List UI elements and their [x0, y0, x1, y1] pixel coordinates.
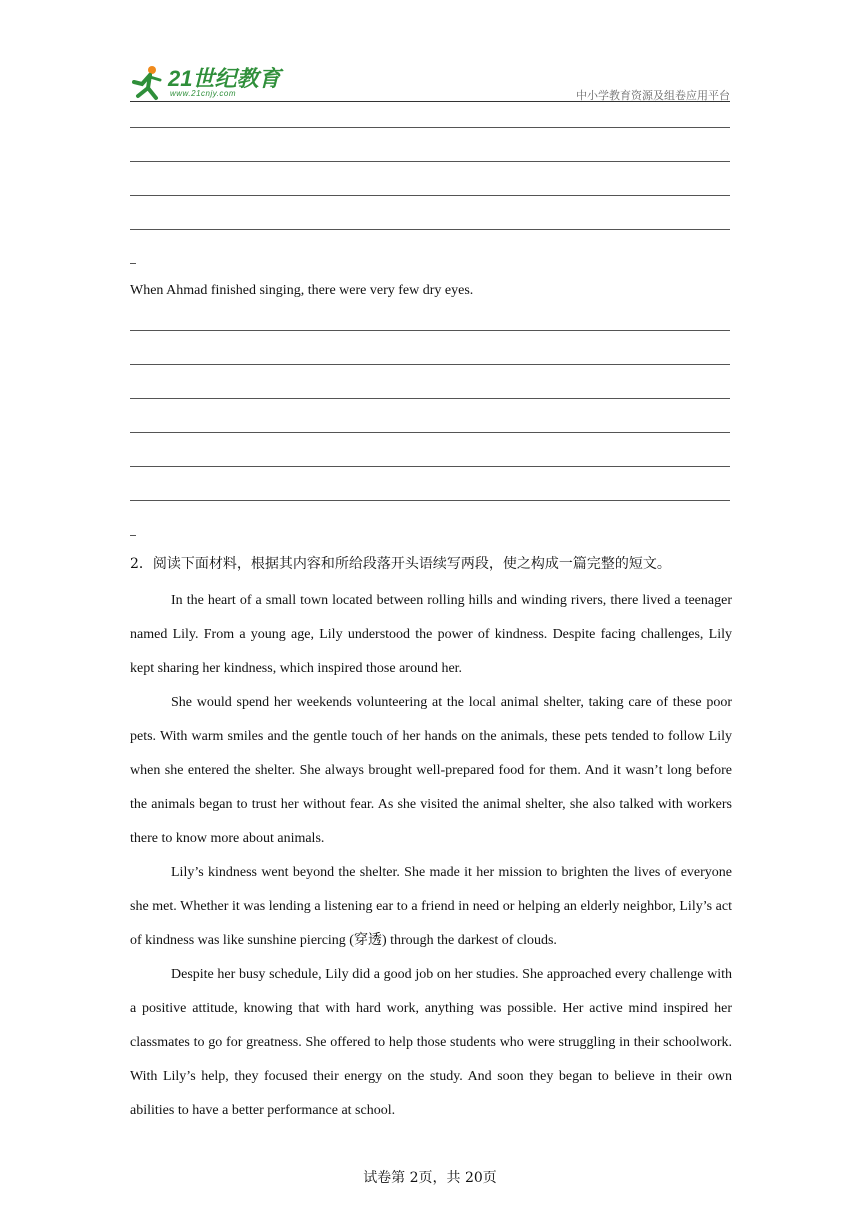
question-heading — [130, 553, 671, 573]
passage-paragraph: Lily’s kindness went beyond the shelter. She made it her mission to brighten the lives of everyone she met. Whether it was lending a listening ear to a friend in need or helping an elderly neighbor, Lily’s act of kindness was like sunshine piercing (穿透) through the darkest of clouds. — [130, 865, 732, 948]
question-number: 2． — [130, 556, 153, 572]
answer-line — [130, 364, 730, 365]
passage-paragraph: In the heart of a small town located between rolling hills and winding rivers, there lived a teenager named Lily. From a young age, Lily understood the power of kindness. Despite facing challenges, Lily kept sharing her kindness, which inspired those around her. — [130, 593, 732, 676]
header-divider — [130, 101, 730, 102]
answer-line — [130, 432, 730, 433]
passage-paragraph: She would spend her weekends volunteering at the local animal shelter, taking care of these poor pets. With warm smiles and the gentle touch of her hands on the animals, these pets tended to follow Lily when she entered the shelter. She always brought well-prepared food for them. And it wasn’t long before the animals began to trust her without fear. As she visited the animal shelter, she also talked with workers there to know more about animals. — [130, 695, 732, 846]
runner-icon — [130, 64, 166, 102]
logo-url: www.21cnjy.com — [170, 89, 236, 98]
platform-name: 中小学教育资源及组卷应用平台 — [576, 89, 730, 102]
answer-line — [130, 161, 730, 162]
passage-paragraph: Despite her busy schedule, Lily did a good job on her studies. She approached every challenge with a positive attitude, knowing that with hard work, anything was possible. Her active mind inspired her classmates to go for greatness. She offered to help those students who were struggling in their schoolwork. With Lily’s help, they focused their energy on the study. And soon they began to believe in their own abilities to have a better performance at school. — [130, 967, 732, 1118]
answer-line — [130, 398, 730, 399]
answer-line — [130, 466, 730, 467]
logo-text: 21世纪教育 — [168, 66, 281, 91]
answer-line — [130, 330, 730, 331]
page-header — [130, 60, 730, 104]
answer-line-end — [130, 263, 136, 264]
answer-line — [130, 127, 730, 128]
answer-line — [130, 229, 730, 230]
page-footer: 试卷第 2页，共 20页 — [363, 1170, 497, 1186]
question-instruction: 阅读下面材料，根据其内容和所给段落开头语续写两段，使之构成一篇完整的短文。 — [152, 556, 671, 572]
answer-line-end — [130, 535, 136, 536]
reading-passage — [130, 584, 732, 1128]
site-logo — [130, 64, 280, 104]
answer-line — [130, 195, 730, 196]
answer-line — [130, 500, 730, 501]
paragraph-opener: When Ahmad finished singing, there were very few dry eyes. — [130, 283, 474, 298]
